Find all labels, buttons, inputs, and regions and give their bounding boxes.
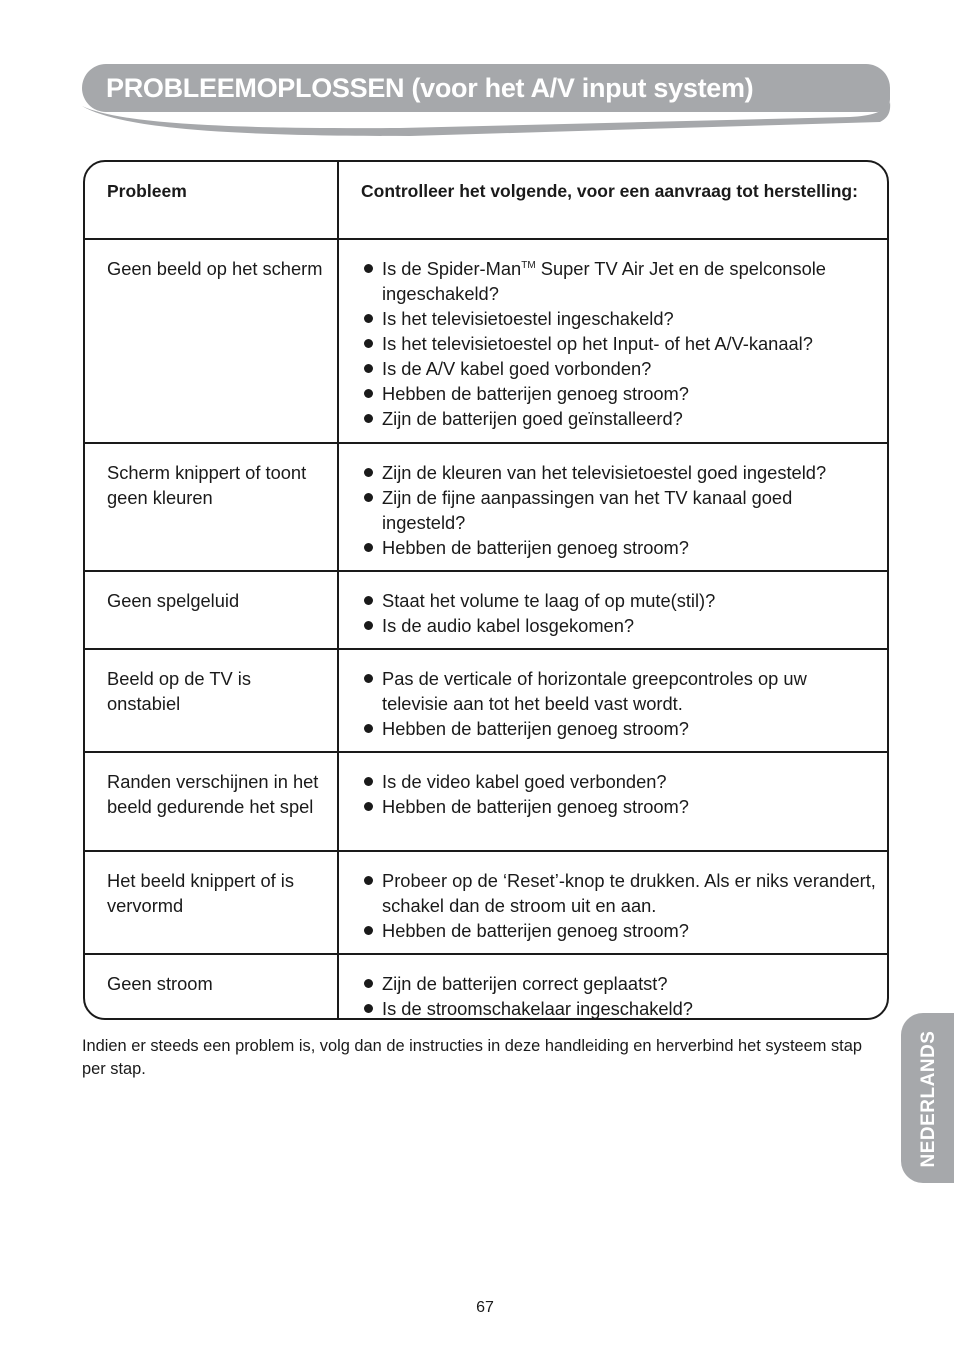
check-text: Super TV Air Jet en de spelconsole ingeschakeld?	[382, 258, 826, 304]
check-item	[362, 588, 877, 613]
bullet-icon	[364, 674, 373, 683]
banner-swoosh-decoration	[80, 98, 892, 140]
bullet-icon	[364, 493, 373, 502]
check-text: Zijn de fijne aanpassingen van het TV kanaal goed ingesteld?	[382, 487, 793, 533]
checks-cell	[338, 239, 887, 443]
check-item	[362, 535, 877, 560]
troubleshooting-table	[83, 160, 889, 1020]
check-item	[362, 666, 877, 716]
bullet-icon	[364, 926, 373, 935]
table-row	[85, 954, 887, 1020]
bullet-icon	[364, 1004, 373, 1013]
check-item	[362, 460, 877, 485]
bullet-icon	[364, 264, 373, 273]
check-text: Hebben de batterijen genoeg stroom?	[382, 718, 689, 739]
page-title: PROBLEEMOPLOSSEN (voor het A/V input system)	[106, 73, 754, 103]
check-text: Pas de verticale of horizontale greepcontroles op uw televisie aan tot het beeld vast wordt.	[382, 668, 807, 714]
check-item	[362, 485, 877, 535]
bullet-icon	[364, 389, 373, 398]
check-text: Is de stroomschakelaar ingeschakeld?	[382, 998, 693, 1019]
bullet-icon	[364, 314, 373, 323]
bullet-icon	[364, 596, 373, 605]
check-text: Hebben de batterijen genoeg stroom?	[382, 920, 689, 941]
check-item	[362, 331, 877, 356]
table-header-row	[85, 162, 887, 239]
problem-cell: Scherm knippert of toont geen kleuren	[85, 443, 338, 571]
check-list	[361, 868, 877, 943]
problem-cell: Randen verschijnen in het beeld gedurende het spel	[85, 752, 338, 851]
checks-cell	[338, 571, 887, 649]
check-text: Staat het volume te laag of op mute(stil)?	[382, 590, 716, 611]
table-row	[85, 239, 887, 443]
check-text: Hebben de batterijen genoeg stroom?	[382, 796, 689, 817]
language-label: NEDERLANDS	[918, 1030, 939, 1168]
bullet-icon	[364, 724, 373, 733]
problem-cell: Geen stroom	[85, 954, 338, 1020]
check-item	[362, 613, 877, 638]
check-text: Is de audio kabel losgekomen?	[382, 615, 635, 636]
checks-cell	[338, 649, 887, 752]
check-item	[362, 769, 877, 794]
check-item	[362, 716, 877, 741]
language-tab	[901, 1013, 954, 1183]
header-checks: Controlleer het volgende, voor een aanvraag tot herstelling:	[361, 181, 858, 201]
check-item	[362, 356, 877, 381]
check-list	[361, 971, 877, 1020]
bullet-icon	[364, 802, 373, 811]
table-row	[85, 571, 887, 649]
table-row	[85, 443, 887, 571]
check-text: Is de Spider-Man	[382, 258, 522, 279]
bullet-icon	[364, 543, 373, 552]
header-problem: Probleem	[85, 162, 338, 239]
check-item	[362, 306, 877, 331]
check-item	[362, 996, 877, 1020]
trademark-mark: TM	[521, 260, 536, 271]
table-row	[85, 851, 887, 954]
check-text: Hebben de batterijen genoeg stroom?	[382, 383, 689, 404]
page-number: 67	[476, 1299, 494, 1316]
check-list	[361, 769, 877, 819]
checks-cell	[338, 443, 887, 571]
check-text: Is de A/V kabel goed vorbonden?	[382, 358, 652, 379]
bullet-icon	[364, 414, 373, 423]
bullet-icon	[364, 876, 373, 885]
bullet-icon	[364, 339, 373, 348]
check-text: Is het televisietoestel ingeschakeld?	[382, 308, 674, 329]
bullet-icon	[364, 777, 373, 786]
check-item	[362, 971, 877, 996]
check-text: Is het televisietoestel op het Input- of het A/V-kanaal?	[382, 333, 813, 354]
problem-cell: Beeld op de TV is onstabiel	[85, 649, 338, 752]
check-list	[361, 460, 877, 560]
checks-cell	[338, 851, 887, 954]
checks-cell	[338, 752, 887, 851]
check-list	[361, 256, 877, 431]
check-item	[362, 381, 877, 406]
footnote: Indien er steeds een problem is, volg dan de instructies in deze handleiding en herverbind het systeem stap per stap.	[82, 1037, 862, 1078]
check-list	[361, 588, 877, 638]
table-row	[85, 649, 887, 752]
check-text: Hebben de batterijen genoeg stroom?	[382, 537, 689, 558]
bullet-icon	[364, 621, 373, 630]
check-item	[362, 868, 877, 918]
check-text: Is de video kabel goed verbonden?	[382, 771, 667, 792]
checks-cell	[338, 954, 887, 1020]
check-text: Zijn de kleuren van het televisietoestel goed ingesteld?	[382, 462, 827, 483]
check-text: Zijn de batterijen correct geplaatst?	[382, 973, 668, 994]
check-item	[362, 406, 877, 431]
bullet-icon	[364, 979, 373, 988]
check-list	[361, 666, 877, 741]
bullet-icon	[364, 364, 373, 373]
problem-cell: Geen beeld op het scherm	[85, 239, 338, 443]
check-text: Probeer op de ‘Reset’-knop te drukken. Als er niks verandert, schakel dan de stroom uit en aan.	[382, 870, 876, 916]
problem-cell: Het beeld knippert of is vervormd	[85, 851, 338, 954]
check-item	[362, 256, 877, 306]
check-text: Zijn de batterijen goed geïnstalleerd?	[382, 408, 683, 429]
check-item	[362, 918, 877, 943]
check-item	[362, 794, 877, 819]
table-row	[85, 752, 887, 851]
problem-cell: Geen spelgeluid	[85, 571, 338, 649]
bullet-icon	[364, 468, 373, 477]
